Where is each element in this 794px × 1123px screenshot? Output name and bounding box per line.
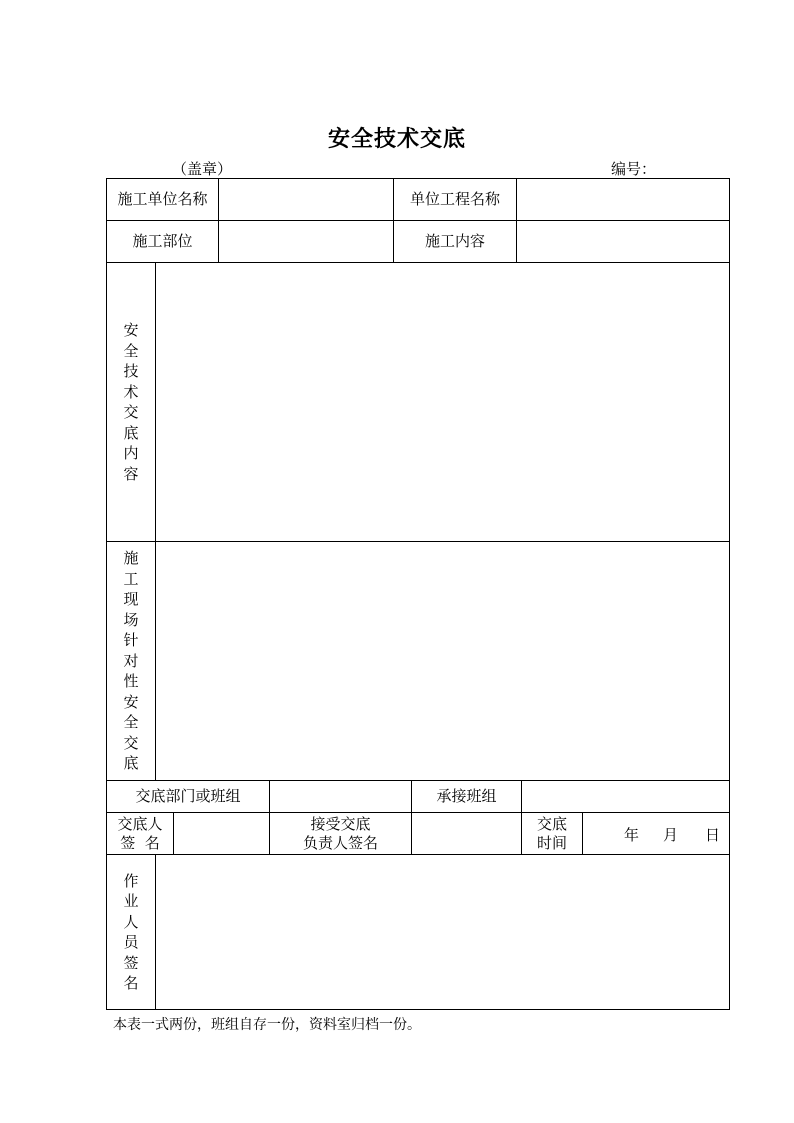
receiver-signature-field[interactable] bbox=[412, 813, 521, 854]
construction-unit-name-field[interactable] bbox=[219, 179, 393, 220]
document-title: 安全技术交底 bbox=[327, 126, 466, 152]
unit-project-name-label: 单位工程名称 bbox=[409, 190, 500, 208]
construction-content-field[interactable] bbox=[517, 221, 729, 262]
construction-part-field[interactable] bbox=[219, 221, 393, 262]
dept-or-team-label: 交底部门或班组 bbox=[135, 787, 241, 805]
number-label: 编号： bbox=[611, 160, 657, 178]
safety-content-label: 安 全 技 术 交 底 内 容 bbox=[123, 321, 139, 483]
stamp-label: （盖章） bbox=[172, 160, 233, 178]
construction-part-label: 施工部位 bbox=[132, 232, 193, 250]
safety-content-field[interactable] bbox=[156, 263, 729, 541]
construction-content-label: 施工内容 bbox=[424, 232, 485, 250]
month-label: 月 bbox=[663, 826, 679, 844]
day-label: 日 bbox=[705, 826, 721, 844]
unit-project-name-field[interactable] bbox=[517, 179, 729, 220]
site-specific-safety-label: 施 工 现 场 针 对 性 安 全 交 底 bbox=[123, 549, 139, 773]
workers-signature-label: 作 业 人 员 签 名 bbox=[123, 871, 139, 992]
site-specific-safety-field[interactable] bbox=[156, 542, 729, 780]
workers-signature-field[interactable] bbox=[156, 855, 729, 1009]
receiving-team-label: 承接班组 bbox=[436, 787, 497, 805]
footer-note: 本表一式两份，班组自存一份，资料室归档一份。 bbox=[113, 1017, 421, 1033]
discloser-signature-label: 交底人 签 名 bbox=[117, 814, 163, 852]
receiver-signature-label: 接受交底 负责人签名 bbox=[302, 814, 378, 852]
receiving-team-field[interactable] bbox=[522, 781, 729, 812]
discloser-signature-field[interactable] bbox=[174, 813, 269, 854]
year-label: 年 bbox=[624, 826, 640, 844]
construction-unit-name-label: 施工单位名称 bbox=[117, 190, 208, 208]
dept-or-team-field[interactable] bbox=[270, 781, 411, 812]
disclosure-time-label: 交底 时间 bbox=[536, 814, 567, 852]
